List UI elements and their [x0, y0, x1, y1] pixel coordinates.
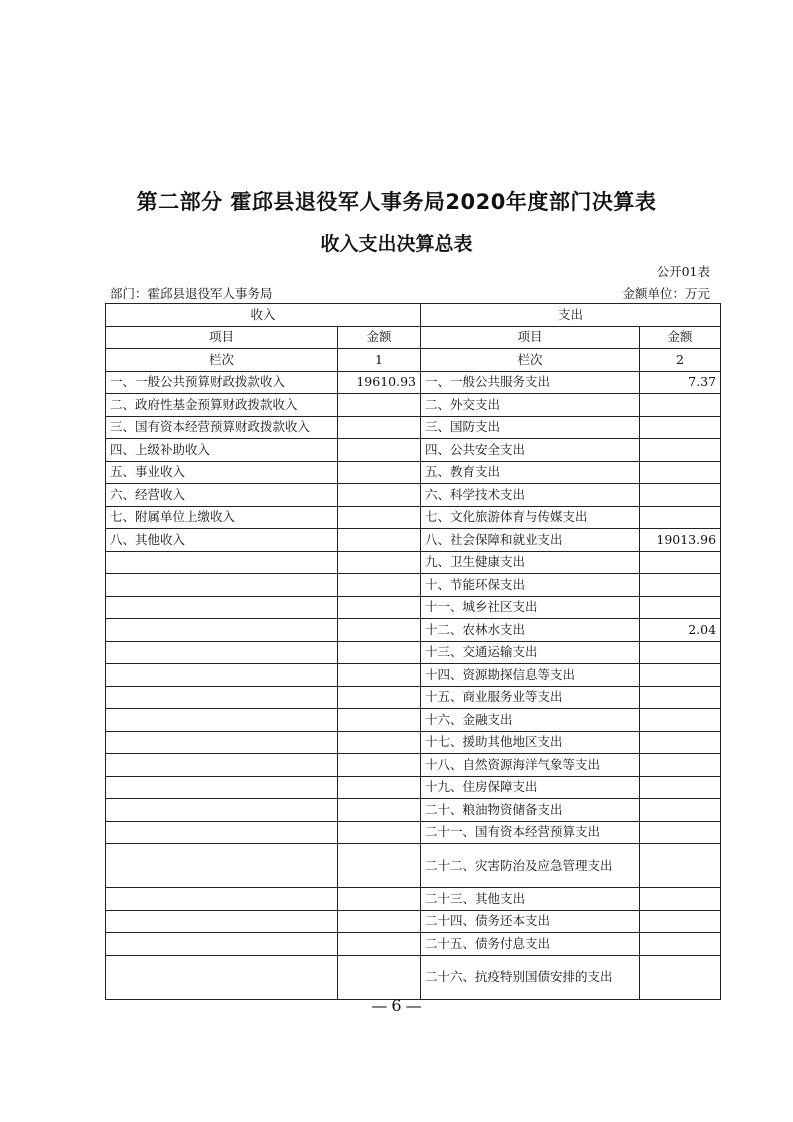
expense-amount-cell [640, 686, 721, 709]
income-amount-cell [338, 439, 421, 462]
income-item-cell [106, 709, 338, 732]
expense-item-cell: 二十四、债务还本支出 [421, 910, 640, 933]
income-col-no: 1 [338, 349, 421, 372]
expense-item-cell: 十七、援助其他地区支出 [421, 731, 640, 754]
expense-item-cell: 二十三、其他支出 [421, 888, 640, 911]
income-amount-cell [338, 461, 421, 484]
report-title: 第二部分 霍邱县退役军人事务局2020年度部门决算表 [136, 190, 657, 214]
table-row [106, 484, 721, 507]
income-item-cell: 七、附属单位上缴收入 [106, 506, 338, 529]
expense-col-no: 2 [640, 349, 721, 372]
report-subtitle: 收入支出决算总表 [320, 233, 473, 255]
expense-amount-cell: 2.04 [640, 619, 721, 642]
column-label-row [106, 326, 721, 349]
table-row [106, 461, 721, 484]
expense-header: 支出 [421, 304, 721, 327]
expense-item-cell: 十六、金融支出 [421, 709, 640, 732]
income-amount-cell [338, 821, 421, 844]
income-amount-cell [338, 641, 421, 664]
income-item-cell: 八、其他收入 [106, 529, 338, 552]
income-item-cell: 一、一般公共预算财政拨款收入 [106, 371, 338, 394]
income-amount-cell [338, 529, 421, 552]
income-item-cell [106, 888, 338, 911]
table-row [106, 394, 721, 417]
expense-item-cell: 二、外交支出 [421, 394, 640, 417]
table-row [106, 844, 721, 888]
expense-amount-cell [640, 641, 721, 664]
expense-amount-cell [640, 506, 721, 529]
table-row [106, 686, 721, 709]
table-row [106, 664, 721, 687]
page-dash-left: — [371, 996, 388, 1015]
income-item-cell [106, 686, 338, 709]
expense-item-cell: 二十五、债务付息支出 [421, 933, 640, 956]
table-row [106, 821, 721, 844]
income-amount-cell [338, 596, 421, 619]
expense-amount-cell [640, 484, 721, 507]
table-row [106, 439, 721, 462]
expense-item-cell: 八、社会保障和就业支出 [421, 529, 640, 552]
expense-amount-cell [640, 776, 721, 799]
table-row [106, 799, 721, 822]
income-item-cell: 五、事业收入 [106, 461, 338, 484]
expense-item-cell: 九、卫生健康支出 [421, 551, 640, 574]
expense-amount-cell [640, 910, 721, 933]
income-amount-cell [338, 416, 421, 439]
table-row [106, 551, 721, 574]
income-header: 收入 [106, 304, 421, 327]
income-amount-cell [338, 888, 421, 911]
table-row [106, 371, 721, 394]
income-amount-cell [338, 686, 421, 709]
expense-item-cell: 三、国防支出 [421, 416, 640, 439]
expense-amount-cell [640, 754, 721, 777]
expense-item-cell: 六、科学技术支出 [421, 484, 640, 507]
expense-amount-cell [640, 955, 721, 999]
expense-amount-cell [640, 439, 721, 462]
table-row [106, 933, 721, 956]
income-amount-cell [338, 506, 421, 529]
expense-amount-cell [640, 596, 721, 619]
table-row [106, 709, 721, 732]
form-number: 公开01表 [656, 264, 710, 279]
expense-item-cell: 十五、商业服务业等支出 [421, 686, 640, 709]
expense-amount-cell [640, 551, 721, 574]
income-item-cell [106, 955, 338, 999]
page-number [0, 996, 793, 1015]
expense-item-cell: 二十二、灾害防治及应急管理支出 [421, 844, 640, 888]
expense-amount-cell [640, 933, 721, 956]
column-label-expense: 栏次 [421, 349, 640, 372]
income-amount-cell [338, 709, 421, 732]
income-amount-cell [338, 394, 421, 417]
income-amount-cell [338, 910, 421, 933]
income-item-cell [106, 910, 338, 933]
expense-item-cell: 十、节能环保支出 [421, 574, 640, 597]
expense-amount-cell [640, 574, 721, 597]
income-item-cell [106, 664, 338, 687]
expense-item-cell: 十二、农林水支出 [421, 619, 640, 642]
expense-item-cell: 五、教育支出 [421, 461, 640, 484]
expense-amount-cell [640, 664, 721, 687]
table-header-row [106, 304, 721, 327]
income-item-cell [106, 754, 338, 777]
table-row [106, 731, 721, 754]
expense-amount-cell [640, 821, 721, 844]
income-amount-cell: 19610.93 [338, 371, 421, 394]
income-item-cell [106, 776, 338, 799]
income-amount-label: 金额 [338, 326, 421, 349]
page-number-value: 6 [391, 996, 402, 1015]
table-row [106, 596, 721, 619]
expense-item-cell: 十三、交通运输支出 [421, 641, 640, 664]
expense-amount-cell: 19013.96 [640, 529, 721, 552]
income-item-cell [106, 574, 338, 597]
expense-item-cell: 一、一般公共服务支出 [421, 371, 640, 394]
expense-item-cell: 二十六、抗疫特别国债安排的支出 [421, 955, 640, 999]
expense-amount-label: 金额 [640, 326, 721, 349]
income-amount-cell [338, 776, 421, 799]
income-item-cell: 四、上级补助收入 [106, 439, 338, 462]
table-row [106, 910, 721, 933]
table-row [106, 955, 721, 999]
income-item-cell [106, 844, 338, 888]
page-dash-right: — [405, 996, 422, 1015]
table-row [106, 888, 721, 911]
expense-amount-cell [640, 394, 721, 417]
expense-amount-cell: 7.37 [640, 371, 721, 394]
income-amount-cell [338, 754, 421, 777]
income-item-cell [106, 731, 338, 754]
income-item-label: 项目 [106, 326, 338, 349]
income-amount-cell [338, 484, 421, 507]
income-item-cell [106, 596, 338, 619]
income-amount-cell [338, 731, 421, 754]
table-row [106, 619, 721, 642]
expense-item-cell: 四、公共安全支出 [421, 439, 640, 462]
expense-amount-cell [640, 844, 721, 888]
income-amount-cell [338, 574, 421, 597]
income-item-cell: 二、政府性基金预算财政拨款收入 [106, 394, 338, 417]
expense-amount-cell [640, 709, 721, 732]
income-item-cell [106, 933, 338, 956]
income-amount-cell [338, 799, 421, 822]
income-item-cell: 三、国有资本经营预算财政拨款收入 [106, 416, 338, 439]
expense-item-cell: 十一、城乡社区支出 [421, 596, 640, 619]
expense-item-cell: 十八、自然资源海洋气象等支出 [421, 754, 640, 777]
income-item-cell [106, 821, 338, 844]
column-label-income: 栏次 [106, 349, 338, 372]
expense-amount-cell [640, 731, 721, 754]
table-row [106, 776, 721, 799]
expense-item-cell: 七、文化旅游体育与传媒支出 [421, 506, 640, 529]
table-row [106, 641, 721, 664]
income-item-cell [106, 551, 338, 574]
expense-item-cell: 二十、粮油物资储备支出 [421, 799, 640, 822]
income-item-cell [106, 641, 338, 664]
income-item-cell [106, 799, 338, 822]
income-amount-cell [338, 955, 421, 999]
table-row [106, 754, 721, 777]
income-amount-cell [338, 551, 421, 574]
income-item-cell: 六、经营收入 [106, 484, 338, 507]
department-label: 部门：霍邱县退役军人事务局 [110, 286, 273, 301]
amount-unit-label: 金额单位：万元 [622, 286, 710, 301]
income-amount-cell [338, 933, 421, 956]
expense-item-label: 项目 [421, 326, 640, 349]
expense-item-cell: 十九、住房保障支出 [421, 776, 640, 799]
table-row [106, 574, 721, 597]
expense-item-cell: 十四、资源勘探信息等支出 [421, 664, 640, 687]
income-amount-cell [338, 844, 421, 888]
table-row [106, 506, 721, 529]
expense-amount-cell [640, 461, 721, 484]
income-amount-cell [338, 664, 421, 687]
table-row [106, 529, 721, 552]
table-row [106, 416, 721, 439]
expense-item-cell: 二十一、国有资本经营预算支出 [421, 821, 640, 844]
column-number-row [106, 349, 721, 372]
expense-amount-cell [640, 799, 721, 822]
expense-amount-cell [640, 416, 721, 439]
income-item-cell [106, 619, 338, 642]
expense-amount-cell [640, 888, 721, 911]
income-expense-table [105, 303, 721, 1000]
income-amount-cell [338, 619, 421, 642]
